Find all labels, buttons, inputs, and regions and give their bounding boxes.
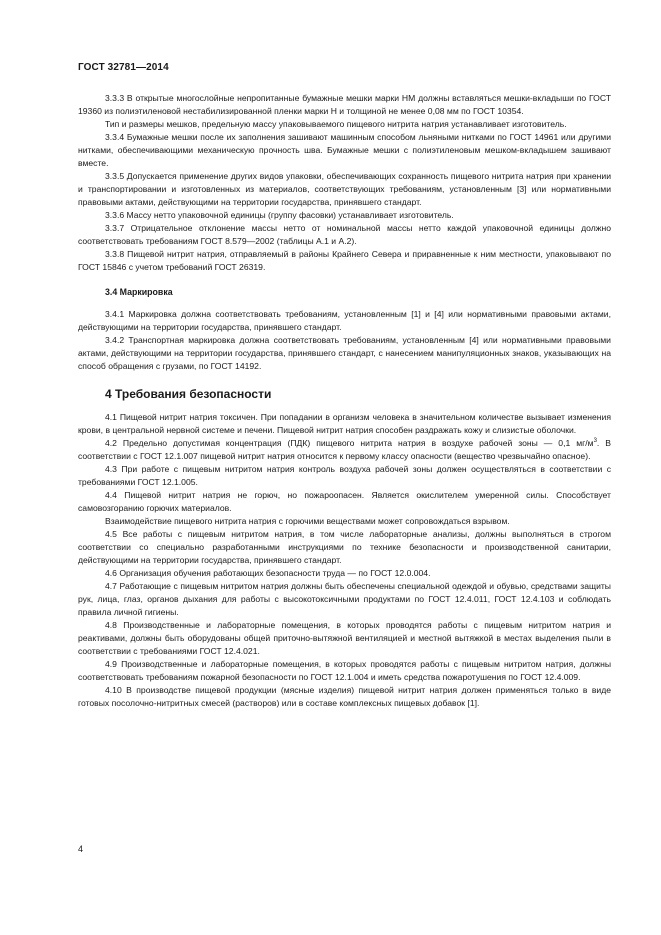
superscript-cubed: 3 <box>593 438 597 445</box>
paragraph-4-2-text-start: 4.2 Предельно допустимая концентрация (ПДК) пищевого нитрита натрия в воздухе рабочей зоны — 0,1 мг/м <box>105 438 594 448</box>
section-title-4: 4 Требования безопасности <box>105 387 272 401</box>
paragraph-4-2 <box>78 437 611 463</box>
paragraph-3-3-7: 3.3.7 Отрицательное отклонение массы нетто от номинальной массы нетто каждой упаковочной единицы должно соответствовать требованиям ГОСТ 8.579—2002 (таблицы А.1 и А.2). <box>78 223 611 246</box>
paragraph-bag-sizes: Тип и размеры мешков, предельную массу упаковываемого пищевого нитрита натрия устанавливает изготовитель. <box>105 119 567 129</box>
document-code: ГОСТ 32781—2014 <box>78 62 169 73</box>
paragraph-3-4-2: 3.4.2 Транспортная маркировка должна соответствовать требованиям, установленным [4] или нормативными правовыми актами, действующими на территории государства, принявшего стандарт, с нанесением манипуляционных знаков, указывающих на способ обращения с грузами, по ГОСТ 14192. <box>78 335 611 371</box>
paragraph-3-4-1: 3.4.1 Маркировка должна соответствовать требованиям, установленным [1] и [4] или нормативными правовыми актами, действующими на территории государства, принявшего стандарт. <box>78 309 611 332</box>
paragraph-3-3-6: 3.3.6 Массу нетто упаковочной единицы (группу фасовки) устанавливает изготовитель. <box>105 210 454 220</box>
paragraph-4-4: 4.4 Пищевой нитрит натрия не горюч, но пожароопасен. Является окислителем умеренной силы. Способствует самовозгоранию горючих материалов. <box>78 490 611 513</box>
paragraph-3-3-4: 3.3.4 Бумажные мешки после их заполнения зашивают машинным способом льняными нитками по ГОСТ 14961 или другими нитками, обеспечивающими механическую прочность шва. Бумажные мешки с полиэтиленовым мешком-вкладышем зашивают вместе. <box>78 132 611 168</box>
paragraph-4-3: 4.3 При работе с пищевым нитритом натрия контроль воздуха рабочей зоны должен осуществляться в соответствии с требованиями ГОСТ 12.1.005. <box>78 464 611 487</box>
paragraph-4-1: 4.1 Пищевой нитрит натрия токсичен. При попадании в организм человека в значительном количестве вызывает изменения крови, в центральной нервной системе и печени. Пищевой нитрит натрия способен раздражать кожу и слизистые оболочки. <box>78 412 611 435</box>
paragraph-4-10: 4.10 В производстве пищевой продукции (мясные изделия) пищевой нитрит натрия должен применяться только в виде готовых посолочно-нитритных смесей (растворов) или в составе комплексных пищевых добавок [1]. <box>78 685 611 708</box>
paragraph-4-4-interaction: Взаимодействие пищевого нитрита натрия с горючими веществами может сопровождаться взрывом. <box>105 516 510 526</box>
paragraph-4-7: 4.7 Работающие с пищевым нитритом натрия должны быть обеспечены специальной одеждой и обувью, средствами защиты рук, лица, глаз, органов дыхания для работы с высокотоксичными продуктами по ГОСТ 12.4.011, ГОСТ 12.4.103 и соблюдать правила личной гигиены. <box>78 581 611 617</box>
document-body <box>78 92 611 710</box>
paragraph-3-3-8: 3.3.8 Пищевой нитрит натрия, отправляемый в районы Крайнего Севера и приравненные к ним местности, упаковывают по ГОСТ 15846 с учетом требований ГОСТ 26319. <box>78 249 611 272</box>
paragraph-3-3-5: 3.3.5 Допускается применение других видов упаковки, обеспечивающих сохранность пищевого нитрита натрия при хранении и транспортировании и изготовленных из материалов, соответствующих требованиям, установленным [3] или нормативными правовыми актами, действующими на территории государства, принявшего стандарт. <box>78 171 611 207</box>
paragraph-4-6: 4.6 Организация обучения работающих безопасности труда — по ГОСТ 12.0.004. <box>105 568 431 578</box>
subsection-title-3-4: 3.4 Маркировка <box>105 287 173 297</box>
paragraph-4-9: 4.9 Производственные и лабораторные помещения, в которых проводятся работы с пищевым нитритом натрия, должны соответствовать требованиям пожарной безопасности по ГОСТ 12.1.004 и иметь средства пожаротушения по ГОСТ 12.4.009. <box>78 659 611 682</box>
paragraph-4-8: 4.8 Производственные и лабораторные помещения, в которых проводятся работы с пищевым нитритом натрия и реактивами, должны быть оборудованы общей приточно-вытяжной вентиляцией и местной вытяжкой в местах выделения пыли в соответствии с требованиями ГОСТ 12.4.021. <box>78 620 611 656</box>
paragraph-4-5: 4.5 Все работы с пищевым нитритом натрия, в том числе лабораторные анализы, должны выполняться в строгом соответствии со специально разработанными инструкциями по технике безопасности и производственной санитарии, действующими на территории государства, принявшего стандарт. <box>78 529 611 565</box>
page-number: 4 <box>78 844 84 854</box>
paragraph-3-3-3: 3.3.3 В открытые многослойные непропитанные бумажные мешки марки НМ должны вставляться мешки-вкладыши по ГОСТ 19360 из полиэтиленовой нестабилизированной пленки марки Н и толщиной не менее 0,08 мм по ГОСТ 10354. <box>78 93 611 116</box>
paragraph-4-2-text-end: . В соответствии с ГОСТ 12.1.007 пищевой нитрит натрия относится к первому классу опасности (вещество чрезвычайно опасное). <box>78 438 611 461</box>
